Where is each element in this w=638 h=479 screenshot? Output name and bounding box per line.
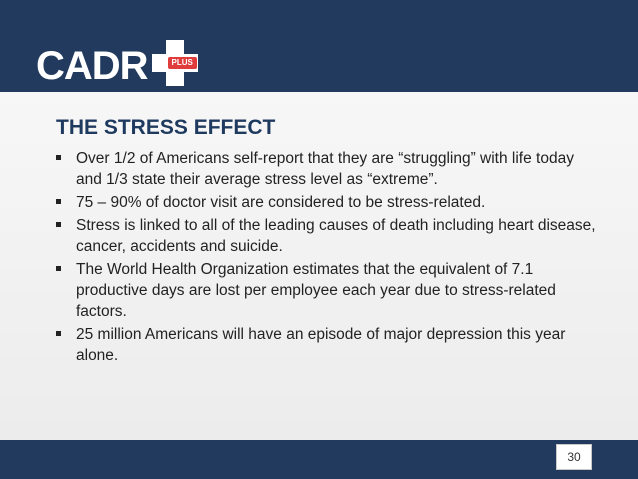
bullet-list <box>56 148 596 368</box>
square-bullet-icon <box>56 331 61 336</box>
square-bullet-icon <box>56 222 61 227</box>
square-bullet-icon <box>56 199 61 204</box>
bullet-text: 25 million Americans will have an episode of major depression this year alone. <box>76 326 566 364</box>
plus-cross-icon <box>152 40 198 86</box>
bullet-item <box>56 259 596 322</box>
logo-text: CADR <box>36 44 148 88</box>
cadr-plus-logo <box>36 40 198 86</box>
bullet-item <box>56 148 596 190</box>
square-bullet-icon <box>56 266 61 271</box>
bullet-item <box>56 192 596 213</box>
page-number: 30 <box>556 444 592 470</box>
bullet-item <box>56 215 596 257</box>
bullet-text: The World Health Organization estimates that the equivalent of 7.1 productive days are lost per employee each year due to stress-related factors. <box>76 261 556 320</box>
slide-title: THE STRESS EFFECT <box>56 116 276 139</box>
footer-bar <box>0 440 638 479</box>
bullet-text: 75 – 90% of doctor visit are considered to be stress-related. <box>76 194 486 211</box>
square-bullet-icon <box>56 155 61 160</box>
bullet-item <box>56 324 596 366</box>
bullet-text: Stress is linked to all of the leading causes of death including heart disease, cancer, accidents and suicide. <box>76 217 596 255</box>
bullet-text: Over 1/2 of Americans self-report that they are “struggling” with life today and 1/3 state their average stress level as “extreme”. <box>76 150 574 188</box>
plus-tag: PLUS <box>168 57 197 69</box>
